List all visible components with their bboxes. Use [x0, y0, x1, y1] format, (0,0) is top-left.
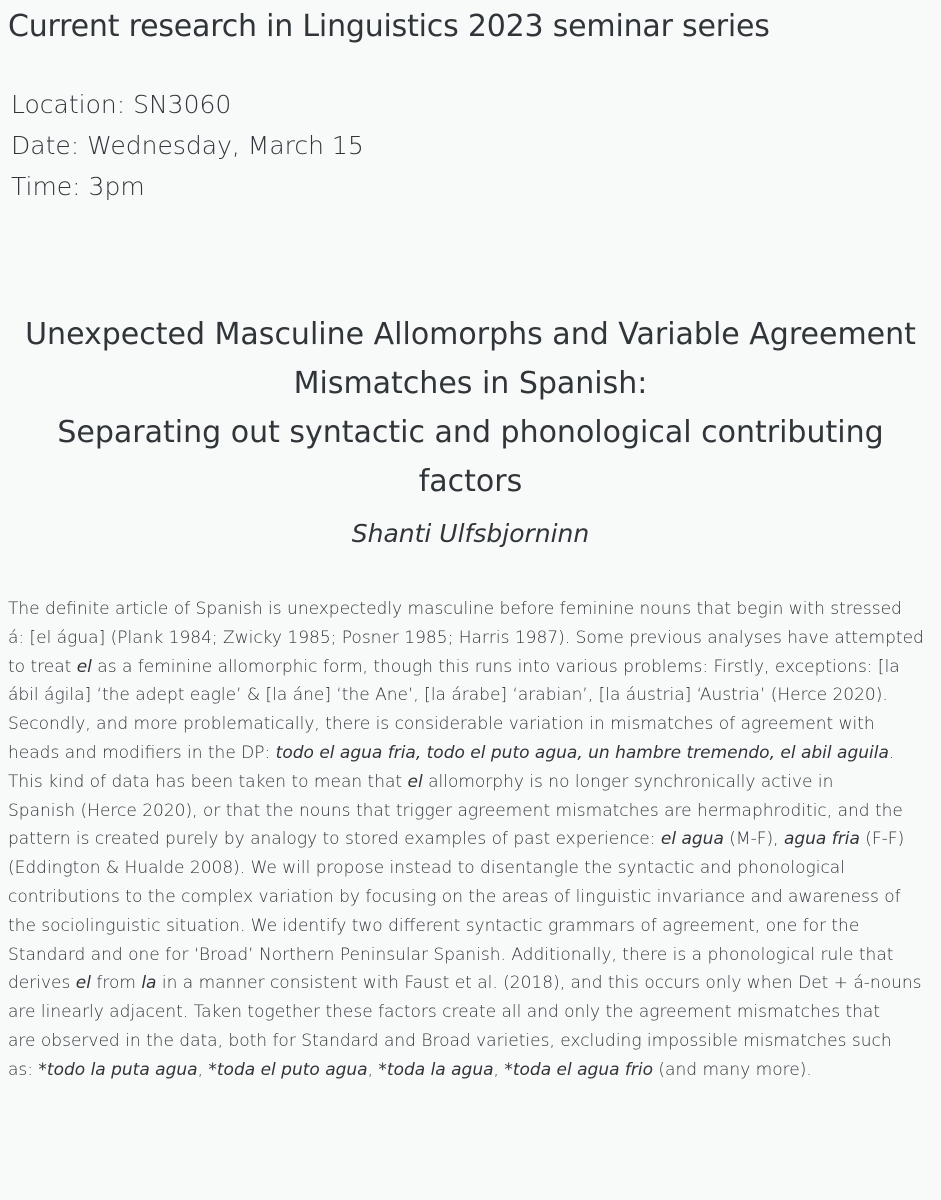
abstract-line: [8, 653, 940, 682]
abstract-text: This kind of data has been taken to mean that: [8, 771, 408, 792]
abstract-text: in a manner consistent with Faust et al. (2018), and this occurs only when Det + á-nouns: [156, 973, 922, 994]
abstract-text: (F-F): [859, 829, 905, 850]
abstract-text: ,: [493, 1059, 505, 1080]
abstract-line: Standard and one for ‘Broad’ Northern Peninsular Spanish. Additionally, there is a phonological rule that: [8, 944, 894, 965]
event-details: [11, 84, 364, 207]
abstract-line: [8, 768, 940, 797]
abstract-italic: todo el agua fria, todo el puto agua, un hambre tremendo, el abil aguila: [275, 742, 889, 763]
abstract-line: [8, 739, 940, 768]
talk-title-line: Unexpected Masculine Allomorphs and Variable Agreement: [25, 317, 916, 352]
abstract-text: derives: [8, 973, 76, 994]
abstract-line: [8, 969, 940, 998]
abstract-line: (Eddington & Hualde 2008). We will propose instead to disentangle the syntactic and phonological: [8, 858, 845, 879]
abstract-text: ,: [367, 1059, 379, 1080]
abstract-line: Secondly, and more problematically, there is considerable variation in mismatches of agreement with: [8, 714, 875, 735]
talk-title: [0, 310, 941, 506]
talk-title-line: Mismatches in Spanish:: [293, 366, 648, 401]
abstract-line: [8, 825, 940, 854]
abstract-italic: el: [407, 771, 423, 792]
abstract-text: heads and modifiers in the DP:: [8, 742, 276, 763]
abstract-italic: *toda el puto agua: [208, 1059, 368, 1080]
abstract-line: ábil ágila] ‘the adept eagle’ & [la áne] ‘the Ane’, [la árabe] ‘arabian’, [la áustria] ‘Austria’ (Herce 2020).: [8, 685, 888, 706]
abstract-italic: el agua: [660, 829, 724, 850]
abstract-italic: *toda el agua frio: [504, 1059, 654, 1080]
talk-title-line: Separating out syntactic and phonological contributing: [57, 415, 884, 450]
abstract-text: pattern is created purely by analogy to stored examples of past experience:: [8, 829, 661, 850]
abstract-text: as:: [8, 1059, 39, 1080]
abstract-line: The definite article of Spanish is unexpectedly masculine before feminine nouns that begin with stressed: [8, 599, 902, 619]
abstract-line: are observed in the data, both for Standard and Broad varieties, excluding impossible mismatches such: [8, 1030, 892, 1051]
date-text: Date: Wednesday, March 15: [11, 131, 364, 160]
time-text: Time: 3pm: [11, 172, 145, 201]
speaker-name: Shanti Ulfsbjorninn: [351, 519, 590, 548]
abstract-text: (M-F),: [723, 829, 784, 850]
abstract-text: (and many more).: [653, 1059, 812, 1080]
abstract-italic: el: [76, 656, 92, 677]
abstract-italic: la: [141, 973, 157, 994]
talk-title-line: factors: [418, 464, 523, 499]
abstract-line: [8, 1056, 940, 1085]
abstract: [8, 595, 940, 1085]
abstract-line: are linearly adjacent. Taken together these factors create all and only the agreement mismatches that: [8, 1002, 880, 1023]
location-text: Location: SN3060: [11, 90, 232, 119]
abstract-italic: *toda la agua: [378, 1059, 494, 1080]
abstract-line: á: [el água] (Plank 1984; Zwicky 1985; Posner 1985; Harris 1987). Some previous analyses have attempted: [8, 627, 924, 648]
abstract-line: contributions to the complex variation by focusing on the areas of linguistic invariance and awareness of: [8, 886, 901, 907]
abstract-line: the sociolinguistic situation. We identify two different syntactic grammars of agreement, one for the: [8, 915, 860, 936]
series-title: Current research in Linguistics 2023 seminar series: [8, 9, 770, 44]
abstract-line: Spanish (Herce 2020), or that the nouns that trigger agreement mismatches are hermaphroditic, and the: [8, 800, 903, 821]
abstract-text: ,: [197, 1059, 209, 1080]
abstract-italic: agua fria: [783, 829, 860, 850]
abstract-text: from: [90, 973, 142, 994]
abstract-text: allomorphy is no longer synchronically active in: [422, 771, 834, 792]
abstract-italic: el: [75, 973, 91, 994]
abstract-text: .: [888, 742, 895, 763]
abstract-text: as a feminine allomorphic form, though this runs into various problems: Firstly, exceptions: [la: [91, 656, 900, 677]
abstract-text: to treat: [8, 656, 77, 677]
abstract-italic: *todo la puta agua: [38, 1059, 198, 1080]
